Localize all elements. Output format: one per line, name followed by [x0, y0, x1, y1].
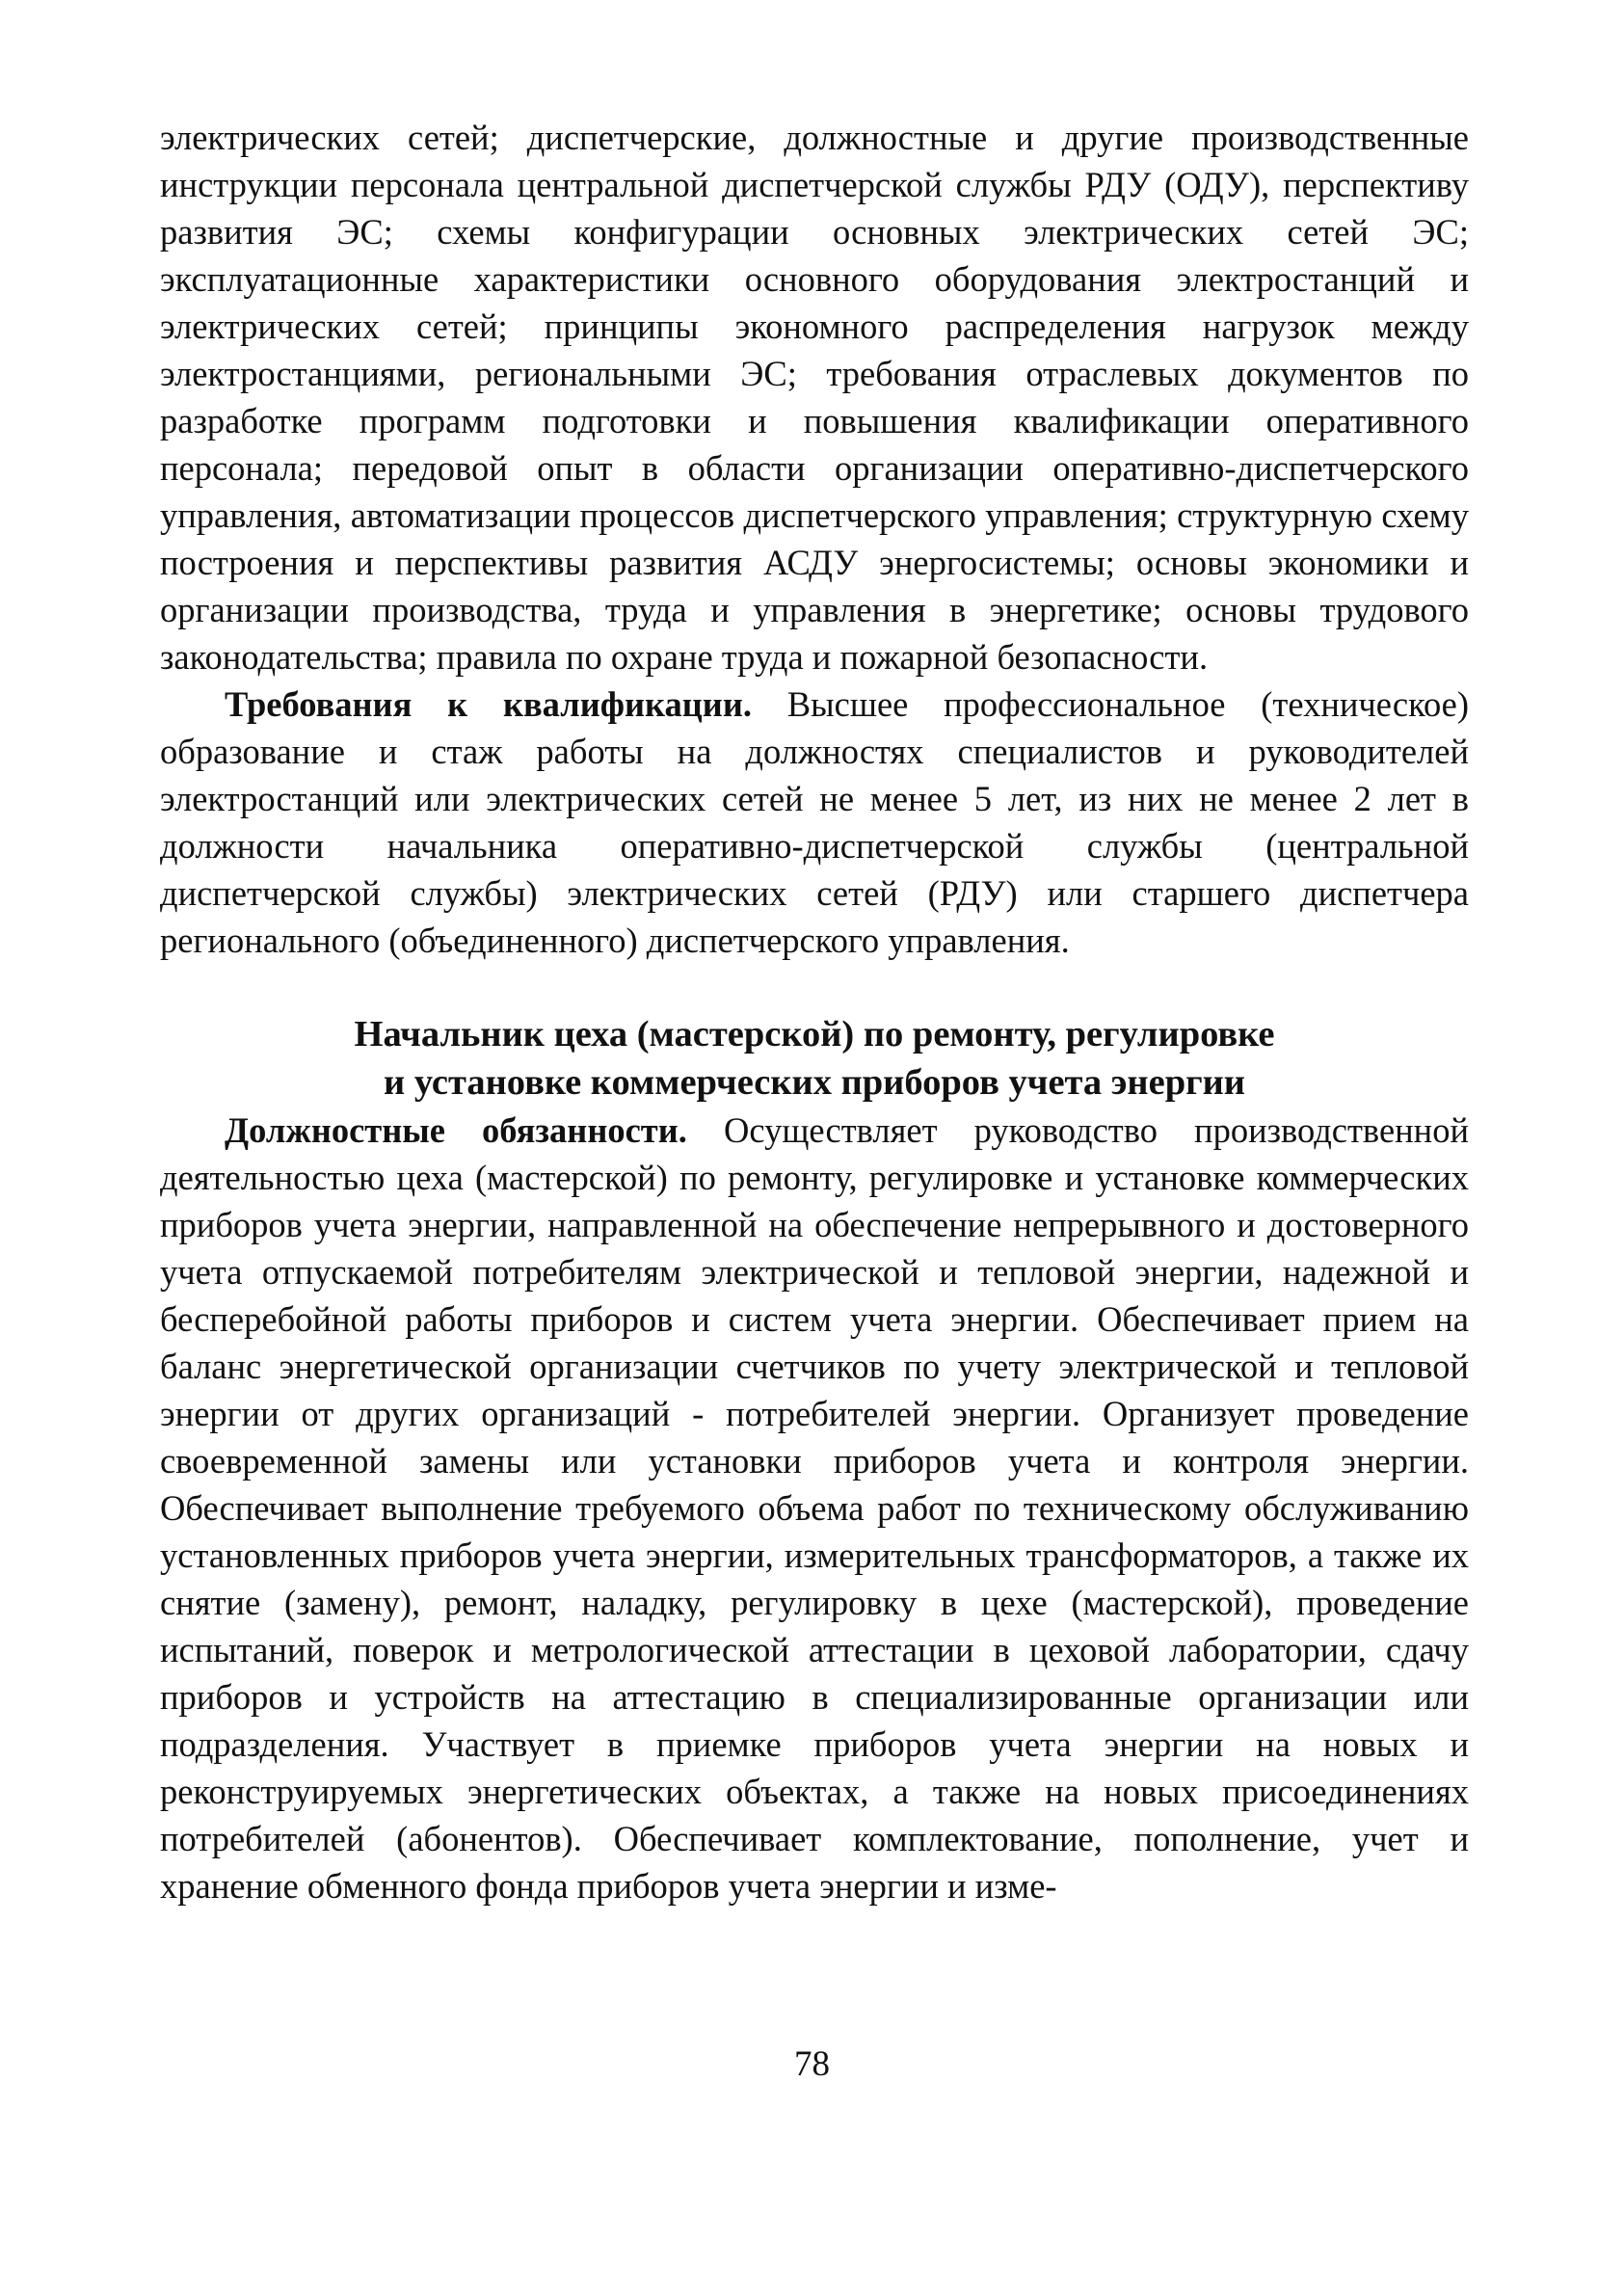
- qualification-text: Высшее профессиональное (техническое) образование и стаж работы на должностях специалистов и руководителей электростанций или электрических сетей не менее 5 лет, из них не менее 2 лет в должности начальника оперативно-диспетчерской службы (центральной диспетчерской службы) электрических сетей (РДУ) или старшего диспетчера регионального (объединенного) диспетчерского управления.: [160, 684, 1469, 960]
- duties-lead: Должностные обязанности.: [225, 1110, 687, 1150]
- document-page: [160, 114, 1469, 1909]
- section-title-line-2: и установке коммерческих приборов учета энергии: [384, 1062, 1245, 1103]
- section-title: [160, 1010, 1469, 1107]
- duties-text: Осуществляет руководство производственной деятельностью цеха (мастерской) по ремонту, регулировке и установке коммерческих приборов учета энергии, направленной на обеспечение непрерывного и достоверного учета отпускаемой потребителям электрической и тепловой энергии, надежной и бесперебойной работы приборов и систем учета энергии. Обеспечивает прием на баланс энергетической организации счетчиков по учету электрической и тепловой энергии от других организаций - потребителей энергии. Организует проведение своевременной замены или установки приборов учета и контроля энергии. Обеспечивает выполнение требуемого объема работ по техническому обслуживанию установленных приборов учета энергии, измерительных трансформаторов, а также их снятие (замену), ремонт, наладку, регулировку в цехе (мастерской), проведение испытаний, поверок и метрологической аттестации в цеховой лаборатории, сдачу приборов и устройств на аттестацию в специализированные организации или подразделения. Участвует в приемке приборов учета энергии на новых и реконструируемых энергетических объектах, а также на новых присоединениях потребителей (абонентов). Обеспечивает комплектование, пополнение, учет и хранение обменного фонда приборов учета энергии и изме-: [160, 1110, 1469, 1906]
- page-number: 78: [794, 2044, 830, 2084]
- duties-paragraph: [160, 1107, 1469, 1909]
- qualification-paragraph: [160, 681, 1469, 964]
- continuation-paragraph: электрических сетей; диспетчерские, должностные и другие производственные инструкции персонала центральной диспетчерской службы РДУ (ОДУ), перспективу развития ЭС; схемы конфигурации основных электрических сетей ЭС; эксплуатационные характеристики основного оборудования электростанций и электрических сетей; принципы экономного распределения нагрузок между электростанциями, региональными ЭС; требования отраслевых документов по разработке программ подготовки и повышения квалификации оперативного персонала; передовой опыт в области организации оперативно-диспетчерского управления, автоматизации процессов диспетчерского управления; структурную схему построения и перспективы развития АСДУ энергосистемы; основы экономики и организации производства, труда и управления в энергетике; основы трудового законодательства; правила по охране труда и пожарной безопасности.: [160, 118, 1469, 677]
- section-title-line-1: Начальник цеха (мастерской) по ремонту, регулировке: [354, 1014, 1275, 1054]
- qualification-lead: Требования к квалификации.: [225, 684, 752, 724]
